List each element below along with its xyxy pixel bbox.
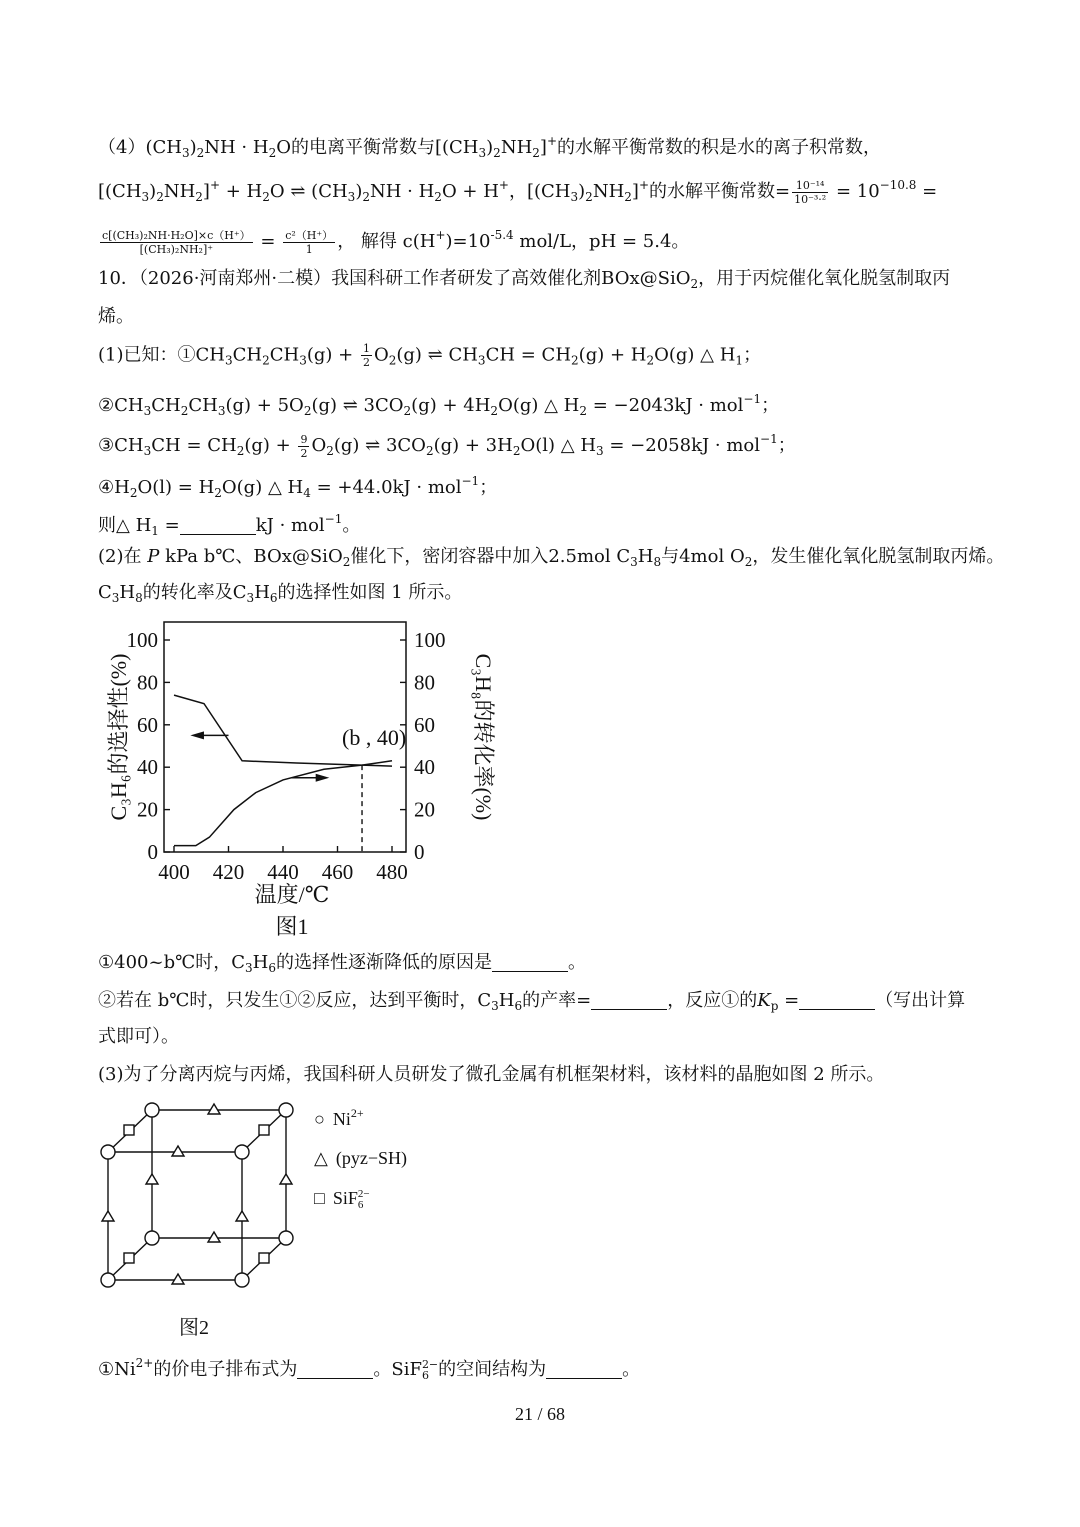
- sif6-node: [259, 1125, 269, 1135]
- part4-line2: $[(CH_3)_2NH_2]^+ + H_2O$ ⇌ $(CH_3)_2NH \cdot H_2O + H^+$，$[(CH_3)_2NH_2]^+$的水解平衡常数= $\frac{\text{10⁻¹⁴}}{\text{10⁻³·²}}$ = $10^{-10.8}$ =: [98, 178, 938, 206]
- circle-icon: ○: [314, 1109, 325, 1129]
- sif6-node: [124, 1253, 134, 1263]
- y-tick-label-left: 100: [126, 628, 158, 652]
- sub-question-3: $①Ni^{2+}$的价电子排布式为 。SiF 2− 6 的空间结构为 。: [98, 1356, 641, 1382]
- point-annotation: (b , 40): [342, 725, 407, 750]
- sub-question-1: ①400~b℃时，$C_3H_6$的选择性逐渐降低的原因是 。: [98, 952, 586, 975]
- y-tick-label-right: 60: [414, 712, 435, 737]
- y-tick-label-right: 100: [414, 628, 446, 652]
- y-tick-label-left: 20: [137, 797, 158, 822]
- y-tick-label-left: 60: [137, 712, 158, 737]
- x-tick-label: 400: [158, 860, 190, 884]
- triangle-icon: △: [314, 1148, 328, 1168]
- part4-line3: $\frac{\text{c[(CH₃)₂NH·H₂O]×c（H⁺）}}{\text{[(CH₃)₂NH₂]⁺}}$ = $\frac{\text{c²（H⁺）}}{1}$ ， 解得 $c(H^+)=10^{-5.4}$ mol/L，pH = 5.4。: [102, 228, 690, 256]
- legend-ni: ○ $Ni^{2+}$: [314, 1106, 364, 1129]
- sub-question-2: ②若在 b℃时，只发生①②反应，达到平衡时，$C_3H_6$的产率= ，反应①的$K_p$ = （写出计算: [98, 990, 966, 1013]
- y-tick-label-right: 20: [414, 797, 435, 822]
- sub-question-2-cont: 式即可）。: [98, 1026, 179, 1047]
- pyz-sh-node: [172, 1274, 184, 1284]
- part2-line1: (2)在 P kPa b℃、BOx@SiO$_2$催化下，密闭容器中加入2.5mol $C_3H_8$与4mol $O_2$，发生催化氧化脱氢制取丙烯。: [98, 546, 1005, 569]
- y-tick-label-left: 40: [137, 755, 158, 780]
- ni-node: [235, 1273, 249, 1287]
- q10-title-line1: 10．（2026·河南郑州·二模）我国科研工作者研发了高效催化剂BOx@SiO$_2$，用于丙烷催化氧化脱氢制取丙: [98, 268, 951, 291]
- answer-blank: [180, 516, 256, 535]
- answer-blank: [297, 1360, 373, 1379]
- figure2-caption: 图2: [179, 1317, 209, 1339]
- y-axis-right-label: C₃H₈的转化率(%): [471, 653, 496, 821]
- q10-title-line2: 烯。: [98, 306, 134, 327]
- pyz-sh-node: [280, 1174, 292, 1184]
- x-axis-label: 温度/℃: [254, 882, 330, 907]
- arrow-left-head: [190, 731, 204, 739]
- arrow-right-head: [316, 774, 330, 782]
- y-tick-label-left: 80: [137, 670, 158, 695]
- pyz-sh-node: [146, 1174, 158, 1184]
- sif6-node: [124, 1125, 134, 1135]
- part4-line1: $(4)(CH_3)_2NH \cdot H_2O$的电离平衡常数与$[(CH_3)_2NH_2]^+$的水解平衡常数的积是水的离子积常数，: [98, 134, 881, 160]
- y-axis-left-label: C₃H₆的选择性(%): [106, 653, 131, 821]
- ni-node: [145, 1231, 159, 1245]
- eq2: $②CH_3CH_2CH_3(g) + 5O_2(g)$ ⇌ $3CO_2(g) + 4H_2O(g)$ △ $H_2 = -2043kJ \cdot mol^{-1}$；: [98, 392, 780, 418]
- figure1-chart: [96, 612, 516, 942]
- eq4: $④H_2O(l) = H_2O(g)$ △ $H_4 = +44.0kJ \cdot mol^{-1}$；: [98, 474, 498, 500]
- answer-blank: [492, 953, 568, 972]
- ni-node: [145, 1103, 159, 1117]
- page-number: 21 / 68: [514, 1404, 565, 1424]
- sif6-node: [259, 1253, 269, 1263]
- answer-blank: [799, 991, 875, 1010]
- answer1: 则△ $H_1$ = kJ · mol$^{-1}$。: [98, 512, 361, 538]
- pyz-sh-node: [236, 1211, 248, 1221]
- part3-line: (3)为了分离丙烷与丙烯，我国科研人员研发了微孔金属有机框架材料，该材料的晶胞如图 2 所示。: [98, 1064, 885, 1085]
- legend-pyz: △ (pyz−SH): [314, 1148, 407, 1168]
- ni-node: [101, 1273, 115, 1287]
- ni-node: [279, 1231, 293, 1245]
- x-tick-label: 440: [267, 860, 299, 884]
- x-tick-label: 420: [212, 860, 245, 884]
- ni-node: [101, 1145, 115, 1159]
- ni-node: [279, 1103, 293, 1117]
- figure1-caption: 图1: [275, 914, 309, 939]
- eq3: $③CH_3CH = CH_2(g)$ + $\frac{9}{2}$ $O_2(g)$ ⇌ $3CO_2(g) + 3H_2O(l)$ △ $H_3 = -2058kJ \cdot mol^{-1}$；: [98, 432, 796, 460]
- conversion-curve: [174, 761, 392, 846]
- pyz-sh-node: [172, 1146, 184, 1156]
- figure2-unit-cell: [92, 1098, 312, 1348]
- ni-node: [235, 1145, 249, 1159]
- y-tick-label-right: 40: [414, 755, 435, 780]
- pyz-sh-node: [102, 1211, 114, 1221]
- answer-blank: [546, 1360, 622, 1379]
- y-tick-label-left: 0: [147, 840, 158, 864]
- y-tick-label-right: 80: [414, 670, 435, 695]
- square-icon: □: [314, 1188, 325, 1208]
- legend-sif6: □ SiF 2− 6: [314, 1187, 370, 1211]
- y-tick-label-right: 0: [414, 840, 425, 864]
- pyz-sh-node: [208, 1104, 220, 1114]
- x-tick-label: 480: [376, 860, 408, 884]
- eq1: (1)已知：$①CH_3CH_2CH_3(g)$ + $\frac{1}{2}$ $O_2(g)$ ⇌ $CH_3CH = CH_2(g) + H_2O(g)$ △ $H_1$；: [98, 342, 762, 369]
- x-tick-label: 460: [321, 860, 354, 884]
- part2-line2: $C_3H_8$的转化率及$C_3H_6$的选择性如图 1 所示。: [98, 582, 463, 605]
- pyz-sh-node: [208, 1232, 220, 1242]
- answer-blank: [591, 991, 667, 1010]
